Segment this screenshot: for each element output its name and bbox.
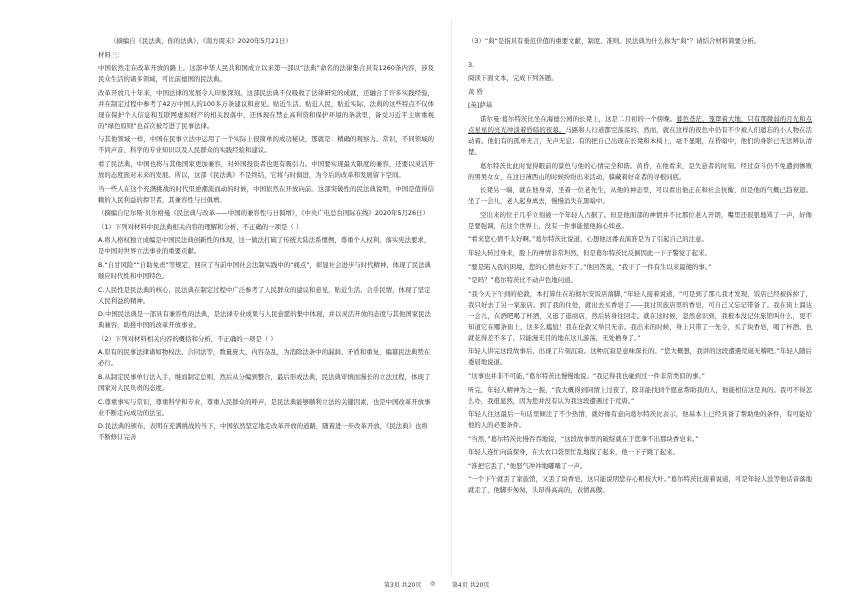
source-note-1: （摘编自《民法典，你的法典》，《南方周末》2020年5月21日） (110, 37, 292, 45)
footer-separator: ◎ (430, 580, 436, 587)
q1-option-d: D.中国民法典是一部具有兼容性的法典，是法律专业成果与人民意愿的集中体现，并以灵活开放的态度与其他国家民法典兼容，助推中国的改革开放事业。 (98, 310, 431, 330)
material-3-paragraph: 看了民法典，中国也将与其他国家更加兼容，对外国投资者也更有吸引力。中国要实现最大限度的兼容，还要以灵活开放的态度面对未来的发展。所以，这部《民法典》不是终结，它将与时俱进，为今后的改革和发展留下空间。 (98, 159, 434, 179)
q1-option-c: C.人民性是民法典的核心，民法典在制定过程中广泛参考了人民群众的建议和意见，贴近生活、合乎民情，体现了坚定人民利益的精神。 (98, 285, 431, 305)
q2-option-d: D.民法典的颁布，表明在充满挑战的当下，中国依然坚定地走改革开放的道路，随着进一步改革开放，《民法典》也将不断修订完善 (98, 422, 428, 442)
material-3-paragraph: 中国依然走在改革开放的路上。这部中华人民共和国成立以来第一部以“法典”命名的法律集合具有1260条内容，涉及民众生活的诸多领域，可比前德国的民法典。 (98, 64, 434, 84)
story-paragraph-1 (468, 114, 812, 158)
question-3-stem: （3）“典”是指具有垂范价值的重要文献、制度、准则。民法典为什么称为“典”？请结合材料简要分析。 (468, 37, 761, 45)
story-text: 马路和人行道都空荡荡的。然而，就在这样的夜色中仍有不少被人们遗忘的小人物在活动着。他们有的孤单无言，无声无息；有的把自己出现在长凳和木椅上，毫不显眼，在昏暗中，他们的身影已无法辨认清楚。 (468, 125, 813, 156)
story-paragraph: 年轻人转过身来，脸上的神情非常坦然，但是葛尔特茨比反倒因此一下子警觉了起来。 (468, 248, 711, 257)
q2-option-a: A.原有的民事法律诸如物权法、合同法等，数量庞大、内容杂乱，为消除法条中的漏洞、矛盾和重复，编纂民法典势在必行。 (98, 348, 431, 368)
material-3-title: 材料三： (98, 50, 124, 59)
q1-option-a: A.将人格权独立成编是中国民法典创新性的体现，这一做法打破了传统大陆法系惯例，尊重个人权利，落实宪法要求，是中国对世界立法事业的重要贡献。 (98, 236, 431, 256)
story-paragraph: 葛尔特茨比此时觉得眼前的景色与他的心情完全和谐。黄昏，在他看来，是失意者的时刻。经过奋斗仍不免遭到惨败的男男女女，在这日薄西山的时候纷纷出来活动，躲藏着好奇者的寻根问底。 (468, 161, 812, 181)
story-paragraph: “是吗？”葛尔特茨比不动声色地问道。 (468, 276, 577, 285)
story-author: [英]萨基 (468, 101, 493, 110)
question-2-stem: （2）下列对材料相关内容的概括和分析，不正确的一项是（ ） (98, 334, 277, 343)
q2-option-b: B.从制定民事单行法入手，继而制定总则，然后从分编到整合，最后形成法典，民法典审慎而漫长的立法过程，体现了国家对人民负责的态度。 (98, 372, 431, 392)
story-paragraph: “当然，”葛尔特茨比慢吞吞地说，“这段故事里的破绽就在于您拿不出那块香皂来。” (468, 434, 699, 443)
right-column (468, 0, 812, 608)
story-paragraph: “一个下午就丢了家旅馆，又丢了块香皂，这只能说明您存心粗枝大叶。”葛尔特茨比接着说道，可是年轻人没等他话音落地就走了，他脚步匆匆，头昂得高高的，表情高傲。 (468, 475, 812, 495)
material-3-paragraph: 改革开放几十年来，中国法律的发展令人印象深刻。这部民法典不仅吸收了法律研究的成就，还融合了许多实践经验，并在制定过程中参考了42万中国人的100多万条建议和意见。贴近生活、贴近人民，贴近实际，法典的这些特点不仅体现在保护个人信息和互联网虚拟财产的相关段落中，还体现在禁止高利贷和保护环境的条款里，备受习近平主席重视的“绿色原则”也首次被写进了民事法律。 (98, 88, 434, 130)
story-paragraph: “这事也并非不可能，”葛尔特茨比慢慢地说。“我记得我也碰到过一件非常类似的事。” (468, 371, 705, 380)
story-paragraph: “要是陷入我的困境，您的心情也好不了，”他回答说，“我干了一件有生以来最傻的事。” (468, 262, 712, 271)
item-number-3: 3. (468, 60, 475, 69)
story-paragraph: 年轻人讲完这段故事后，出现了片刻沉寂。这种沉寂是意味深长的。“您大概想，我讲的这段遭遇荒诞无稽吧。”年轻人随后委屈地说道。 (468, 347, 812, 367)
story-paragraph: 年轻人连忙向前探身，在大衣口袋里忙乱地摸了起来，他一下子跳了起来。 (468, 448, 679, 457)
source-note-3: （摘编自尼尔斯·贝尔格曼《民法典与改革——中国的兼容性与日俱增》，《中央广电总台国际在线》2020年5月26日） (98, 209, 429, 218)
q1-option-b: B.“自甘风险”“自助免责”等规定，回应了当前中国社会法制实践中的“痛点”，彰显社会进步与时代精神，体现了民法典顺应时代性和中国特色。 (98, 260, 432, 280)
question-1-stem: （1）下列对材料中民法典相关内容的理解和分析，不正确的一项是（ ） (98, 222, 303, 231)
material-3-paragraph: 当一些人在这个充满挑战的时代里逆潮流而动的时候，中国依然在开放向前。这部突破性的民法典说明，中国是值得信赖的人民利益的捍卫者，其兼容性与日俱增。 (98, 184, 434, 204)
right-page-number: 第4页 共20页 (452, 582, 490, 589)
story-title: 黄 昏 (468, 87, 483, 96)
material-3-paragraph: 与其他领域一样，中国在民事立法中运用了一个实际上很简单的成功秘诀，那就是：精确的观察力、常识，不同领域的不同声音、科学的专业知识以及人民群众的实践经验和建议。 (98, 135, 434, 155)
q2-option-c: C.尊重事实与常识，尊重科学和专业，尊重人民群众的呼声，是民法典能够顺利立法的关键因素，也是中国改革开放事业不断走向成功的法宝。 (98, 397, 431, 417)
story-paragraph: 长凳另一端，就在他身旁，坐着一位老先生，从他的神态里，可以看出他正在和社会抗衡，但是他的气概已趋衰退。坐了一会儿，老人起身离去，慢慢消失在黑暗中。 (468, 186, 812, 206)
left-page-number: 第3页 共20页 (384, 582, 422, 589)
story-paragraph: “我今天下午到的伦敦，本打算住在珀彻尔安饭店落脚，”年轻人接着说道，“可是到了那儿我才发现，饭店已经被拆掉了，我只好去了另一家旅店。到了我的住处，就出去买香皂了——我讨厌旅店里的香皂，可自己又忘记带备了。我在街上溜达一会儿，在酒吧喝了杯酒，又逛了逛商店，然后转身往回走。就在这时候，忽然意识到，我根本没记住旅馆叫什么，更不知道它在哪条街上，这多么尴尬！我在伦敦又举目无亲。我出来的时候，身上只带了一先令，买了块香皂，喝了杯酒，也就花得差不多了，只能漫无目的地在这儿游荡，无处栖身了。” (468, 289, 812, 342)
reading-instruction: 阅读下面文本，完成下列各题。 (468, 74, 558, 83)
underlined-sentence: 暮色苍茫，笼罩着大地，只有那微弱的月光和点点星星的亮光冲淡着昏暗的夜幕。 (468, 114, 813, 134)
story-text: 诺尔曼·葛尔特茨比坐在海德公园的长凳上，这是二月初的一个傍晚。 (480, 114, 677, 123)
story-paragraph: “看来您心情不太好啊。”葛尔特茨比说道，心想他这番表演准是为了引起自己的注意。 (468, 235, 708, 244)
column-divider (451, 20, 452, 576)
story-paragraph: 空出来的位子几乎立刻被一个年轻人占据了。但是他面部的神情并不比那位老人开朗，嘴里还很狠地骂了一声，好像是要强调，在这个世界上，没有一件事能使他称心如意。 (468, 210, 812, 230)
story-paragraph: “准把它丢了，”他怒气冲冲地嘟囔了一声。 (468, 461, 587, 470)
story-paragraph: 年轻人往这最后一句话里倾注了不少热情，就好像有意向葛尔特茨比表示，他基本上已经具备了帮助他的条件，有可能给他的人的必要条件。 (468, 410, 812, 430)
story-paragraph: 听完，年轻人精神为之一振，“我大概得到同情上过夜了，除非能找到个愿意帮助我的人，他能相信这是真的。我可不得怎么办，我很显然，因为您并没有认为我这段遭遇过于荒唐。” (468, 385, 812, 405)
left-column (98, 0, 434, 608)
